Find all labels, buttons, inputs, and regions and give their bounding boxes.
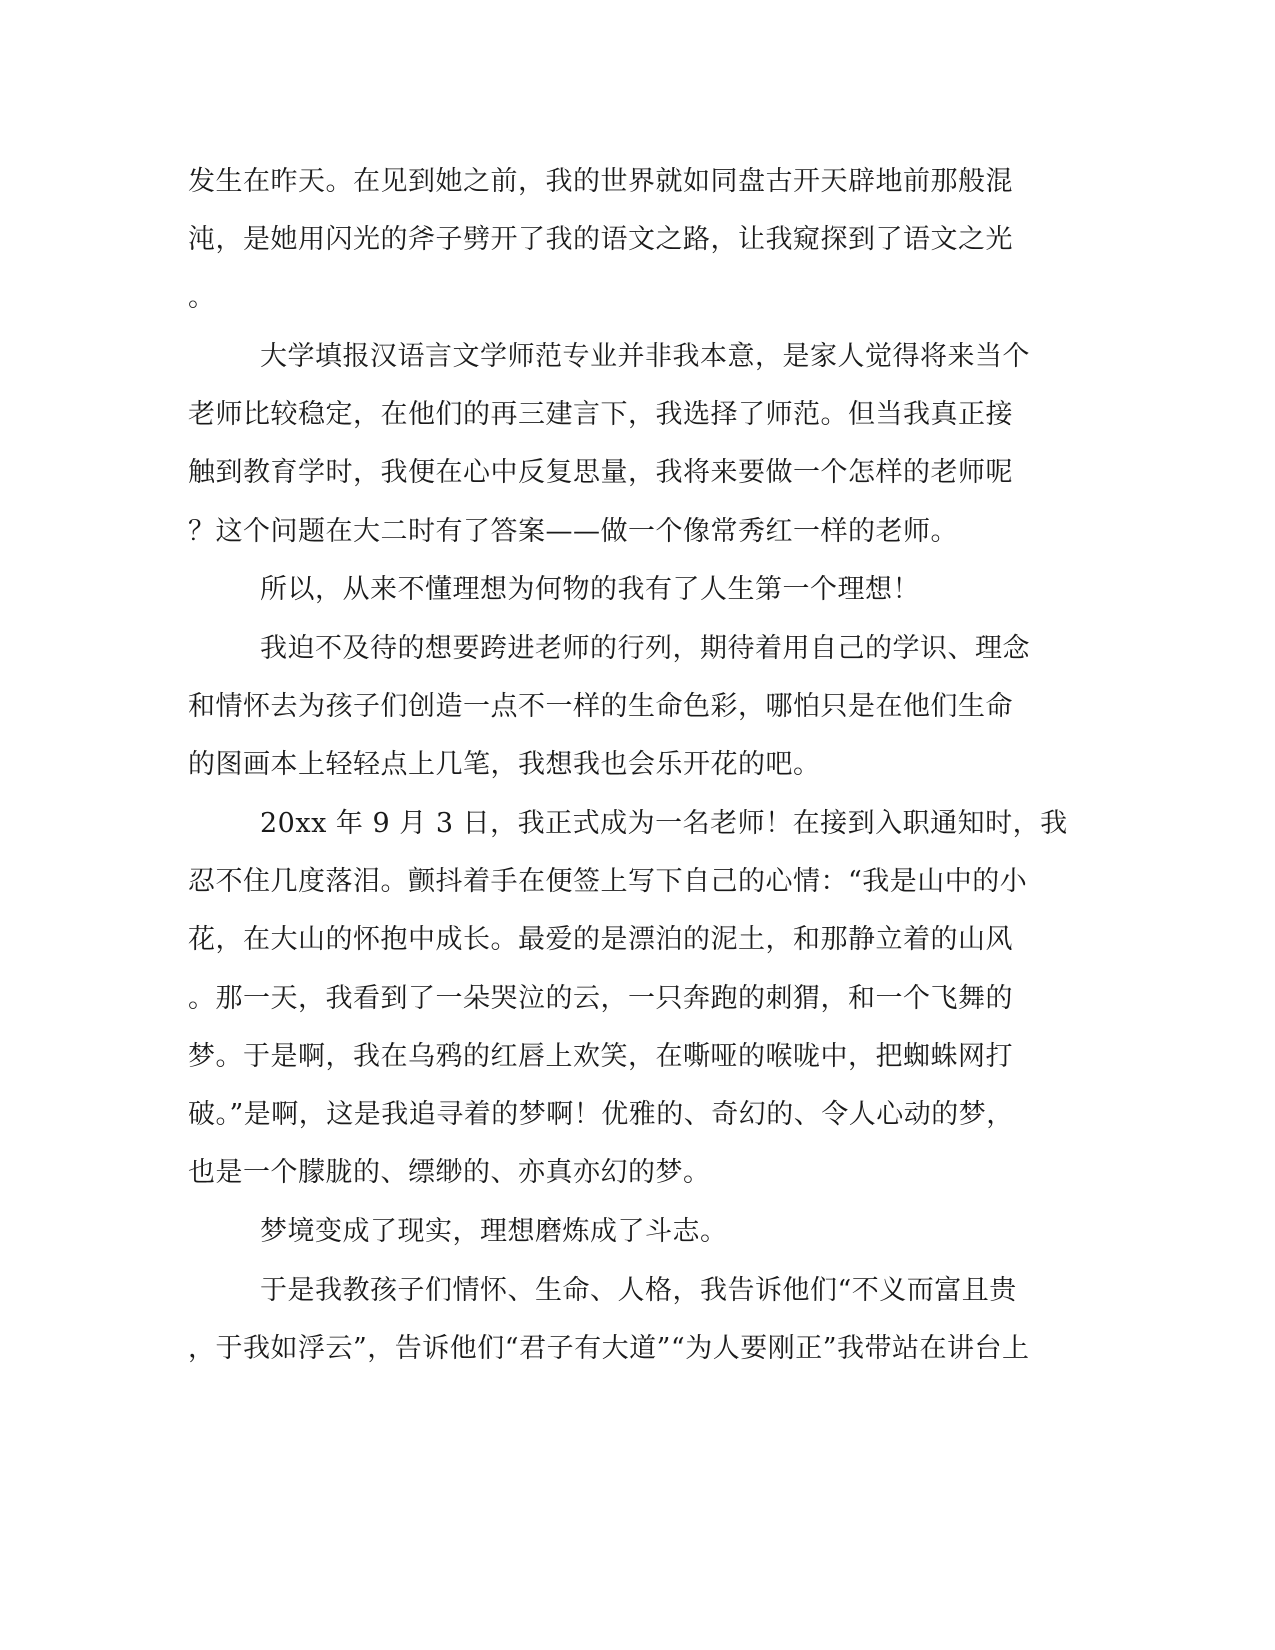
text-line: ？这个问题在大二时有了答案——做一个像常秀红一样的老师。 (188, 516, 958, 547)
text-line: 梦。于是啊，我在乌鸦的红唇上欢笑，在嘶哑的喉咙中，把蜘蛛网打 (188, 1041, 1013, 1072)
text-line: 破。”是啊，这是我追寻着的梦啊！优雅的、奇幻的、令人心动的梦， (188, 1099, 1014, 1130)
text-line: 所以，从来不懂理想为何物的我有了人生第一个理想！ (260, 574, 920, 605)
text-line: 触到教育学时，我便在心中反复思量，我将来要做一个怎样的老师呢 (188, 457, 1013, 488)
text-line: 也是一个朦胧的、缥缈的、亦真亦幻的梦。 (188, 1157, 711, 1188)
text-line: 于是我教孩子们情怀、生命、人格，我告诉他们“不义而富且贵 (260, 1275, 1017, 1306)
text-line: 和情怀去为孩子们创造一点不一样的生命色彩，哪怕只是在他们生命 (188, 691, 1013, 722)
text-line: 花，在大山的怀抱中成长。最爱的是漂泊的泥土，和那静立着的山风 (188, 924, 1013, 955)
text-line: 沌，是她用闪光的斧子劈开了我的语文之路，让我窥探到了语文之光 (188, 224, 1013, 255)
text-line: ，于我如浮云”，告诉他们“君子有大道”“为人要刚正”我带站在讲台上 (188, 1333, 1030, 1364)
text-line: 梦境变成了现实，理想磨炼成了斗志。 (260, 1216, 728, 1247)
text-line: 老师比较稳定，在他们的再三建言下，我选择了师范。但当我真正接 (188, 399, 1013, 430)
text-line: 忍不住几度落泪。颤抖着手在便签上写下自己的心情：“我是山中的小 (188, 866, 1028, 897)
text-line: 的图画本上轻轻点上几笔，我想我也会乐开花的吧。 (188, 749, 821, 780)
text-line: 。那一天，我看到了一朵哭泣的云，一只奔跑的刺猬，和一个飞舞的 (188, 983, 1013, 1014)
text-line: 。 (188, 282, 216, 313)
text-line: 20xx 年 9 月 3 日，我正式成为一名老师！在接到入职通知时，我 (260, 808, 1068, 839)
text-line: 我迫不及待的想要跨进老师的行列，期待着用自己的学识、理念 (260, 633, 1030, 664)
text-line: 发生在昨天。在见到她之前，我的世界就如同盘古开天辟地前那般混 (188, 166, 1013, 197)
text-line: 大学填报汉语言文学师范专业并非我本意，是家人觉得将来当个 (260, 341, 1030, 372)
